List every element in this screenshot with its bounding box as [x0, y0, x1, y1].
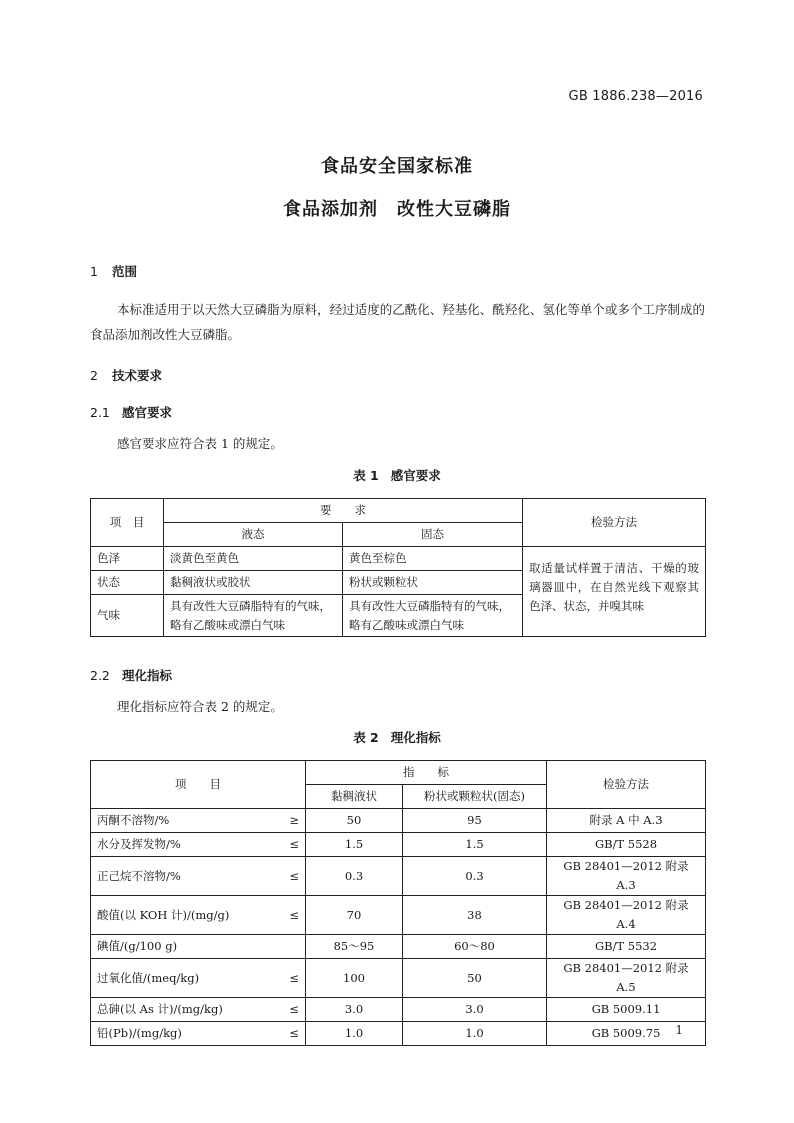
- caption-number: 表 2: [353, 730, 379, 745]
- solid-cell: 38: [403, 896, 547, 935]
- caption-number: 表 1: [353, 468, 379, 483]
- table-row: [91, 959, 706, 998]
- section-1-heading: [90, 262, 137, 280]
- solid-cell: 粉状或颗粒状: [343, 571, 523, 595]
- item-label: 过氧化值/(meq/kg): [97, 970, 200, 985]
- table-row: [91, 896, 706, 935]
- section-title: 理化指标: [122, 668, 173, 683]
- section-title: 技术要求: [112, 368, 163, 383]
- table-row: [91, 1022, 706, 1046]
- method-cell: GB 28401—2012 附录 A.3: [547, 857, 706, 896]
- comparison-symbol: ≤: [289, 1026, 299, 1040]
- liquid-cell: 0.3: [306, 857, 403, 896]
- item-cell: [91, 809, 306, 833]
- section-2-1-heading: [90, 403, 172, 421]
- header-indicators: 指 标: [306, 761, 547, 785]
- document-title: 食品安全国家标准: [321, 156, 473, 177]
- section-2-1-paragraph: 感官要求应符合表 1 的规定。: [117, 436, 283, 451]
- table-row: [91, 833, 706, 857]
- liquid-cell: 100: [306, 959, 403, 998]
- physicochemical-indicators-table: [90, 760, 706, 1046]
- header-item: 项 目: [91, 499, 164, 547]
- comparison-symbol: ≤: [289, 837, 299, 851]
- liquid-cell: 50: [306, 809, 403, 833]
- section-number: 2.2: [90, 668, 110, 683]
- method-cell: GB 5009.75: [547, 1022, 706, 1046]
- table-row: [91, 998, 706, 1022]
- section-title: 范围: [112, 264, 138, 279]
- section-2-heading: [90, 366, 162, 384]
- liquid-cell: 黏稠液状或胶状: [164, 571, 343, 595]
- item-label: 碘值/(g/100 g): [97, 939, 178, 953]
- header-solid: 粉状或颗粒状(固态): [403, 785, 547, 809]
- table-row: [91, 809, 706, 833]
- item-label: 正己烷不溶物/%: [97, 868, 181, 883]
- solid-cell: 1.0: [403, 1022, 547, 1046]
- solid-cell: 50: [403, 959, 547, 998]
- liquid-cell: 具有改性大豆磷脂特有的气味，略有乙酸味或漂白气味: [164, 595, 343, 637]
- solid-cell: 0.3: [403, 857, 547, 896]
- item-cell: [91, 935, 306, 959]
- standard-code: GB 1886.238—2016: [568, 89, 703, 104]
- table-row: [91, 857, 706, 896]
- method-cell: 附录 A 中 A.3: [547, 809, 706, 833]
- solid-cell: 具有改性大豆磷脂特有的气味，略有乙酸味或漂白气味: [343, 595, 523, 637]
- item-cell: [91, 833, 306, 857]
- solid-cell: 3.0: [403, 998, 547, 1022]
- section-number: 2.1: [90, 405, 110, 420]
- table-row: [91, 547, 706, 571]
- solid-cell: 1.5: [403, 833, 547, 857]
- header-test-method: 检验方法: [547, 761, 706, 809]
- liquid-cell: 1.0: [306, 1022, 403, 1046]
- item-label: 丙酮不溶物/%: [97, 813, 170, 827]
- item-label: 总砷(以 As 计)/(mg/kg): [97, 1002, 223, 1016]
- page-number: 1: [675, 1023, 683, 1037]
- header-test-method: 检验方法: [523, 499, 706, 547]
- header-solid: 固态: [343, 523, 523, 547]
- section-number: 1: [90, 264, 98, 279]
- item-cell: [91, 896, 306, 935]
- section-1-paragraph: 本标准适用于以天然大豆磷脂为原料，经过适度的乙酰化、羟基化、酰羟化、氢化等单个或多个工序制成的食品添加剂改性大豆磷脂。: [90, 302, 705, 342]
- header-liquid: 液态: [164, 523, 343, 547]
- header-item: 项 目: [91, 761, 306, 809]
- liquid-cell: 淡黄色至黄色: [164, 547, 343, 571]
- header-liquid: 黏稠液状: [306, 785, 403, 809]
- method-cell: 取适量试样置于清洁、干燥的玻璃器皿中，在自然光线下观察其色泽、状态，并嗅其味: [523, 547, 706, 637]
- solid-cell: 95: [403, 809, 547, 833]
- comparison-symbol: ≤: [289, 970, 299, 985]
- method-cell: GB 28401—2012 附录 A.5: [547, 959, 706, 998]
- item-cell: 色泽: [91, 547, 164, 571]
- item-label: 水分及挥发物/%: [97, 837, 181, 851]
- table-2-caption: [0, 728, 794, 746]
- solid-cell: 60～80: [403, 935, 547, 959]
- comparison-symbol: ≤: [289, 907, 299, 922]
- item-cell: 气味: [91, 595, 164, 637]
- item-cell: [91, 959, 306, 998]
- caption-title: 理化指标: [390, 730, 441, 745]
- caption-title: 感官要求: [390, 468, 441, 483]
- section-title: 感官要求: [122, 405, 173, 420]
- comparison-symbol: ≤: [289, 868, 299, 883]
- document-subtitle: 食品添加剂 改性大豆磷脂: [283, 199, 511, 220]
- table-1-caption: [0, 466, 794, 484]
- comparison-symbol: ≥: [289, 813, 299, 827]
- sensory-requirements-table: [90, 498, 706, 637]
- method-cell: GB 5009.11: [547, 998, 706, 1022]
- item-cell: [91, 1022, 306, 1046]
- liquid-cell: 1.5: [306, 833, 403, 857]
- header-requirements: 要 求: [164, 499, 523, 523]
- item-cell: [91, 998, 306, 1022]
- method-cell: GB 28401—2012 附录 A.4: [547, 896, 706, 935]
- table-row: [91, 935, 706, 959]
- liquid-cell: 3.0: [306, 998, 403, 1022]
- section-2-2-heading: [90, 666, 172, 684]
- comparison-symbol: ≤: [289, 1002, 299, 1016]
- item-label: 铅(Pb)/(mg/kg): [97, 1026, 182, 1040]
- solid-cell: 黄色至棕色: [343, 547, 523, 571]
- section-2-2-paragraph: 理化指标应符合表 2 的规定。: [117, 699, 283, 714]
- item-cell: [91, 857, 306, 896]
- liquid-cell: 85～95: [306, 935, 403, 959]
- section-number: 2: [90, 368, 98, 383]
- item-label: 酸值(以 KOH 计)/(mg/g): [97, 907, 230, 922]
- item-cell: 状态: [91, 571, 164, 595]
- liquid-cell: 70: [306, 896, 403, 935]
- method-cell: GB/T 5532: [547, 935, 706, 959]
- method-cell: GB/T 5528: [547, 833, 706, 857]
